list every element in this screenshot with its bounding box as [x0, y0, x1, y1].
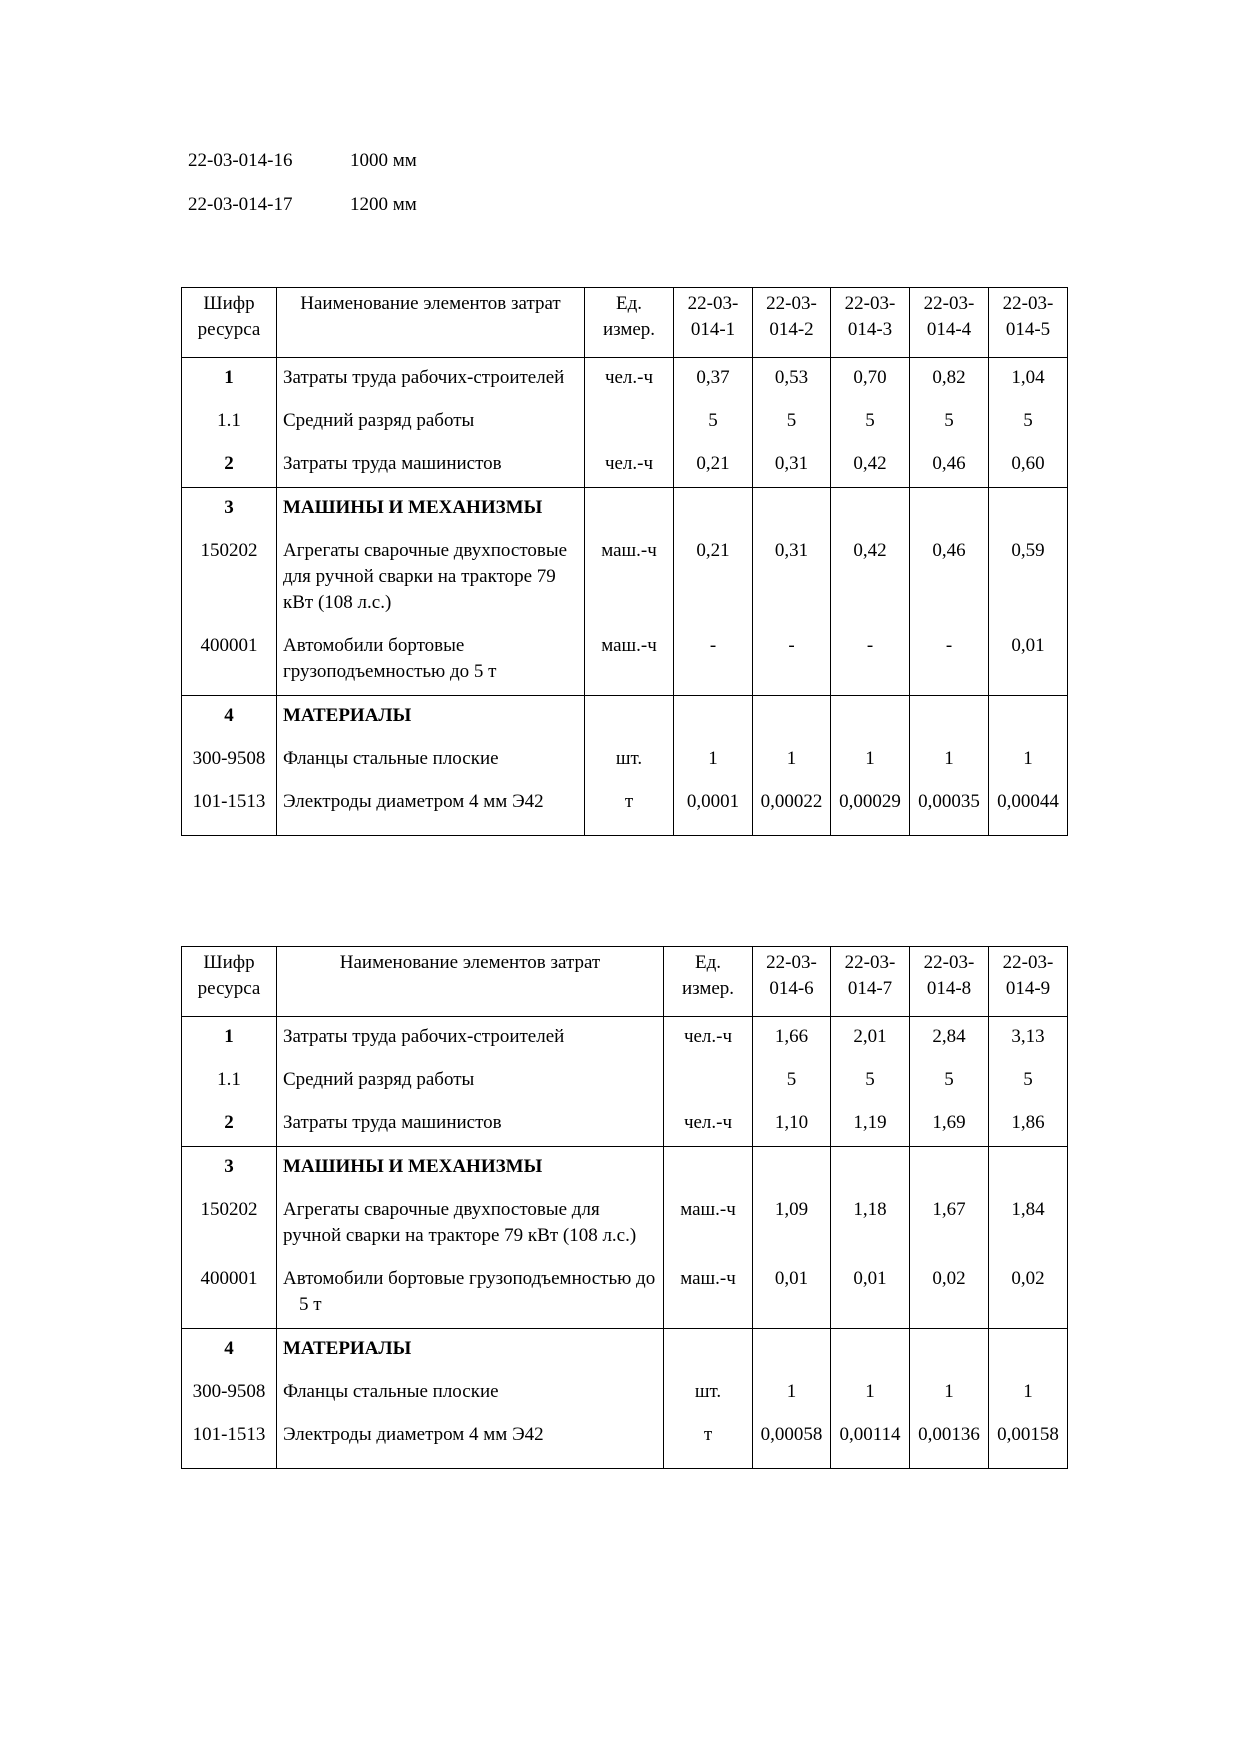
header-norm-code: 22-03-014-4	[910, 288, 989, 358]
value-cell: 0,31	[753, 444, 831, 488]
value-cell	[831, 1329, 910, 1373]
header-norm-code: 22-03-014-3	[831, 288, 910, 358]
value-cell	[753, 488, 831, 532]
value-cell: 1	[753, 739, 831, 782]
value-cell: 0,02	[989, 1259, 1068, 1329]
intro-desc: 1200 мм	[350, 194, 417, 215]
value-cell: 1	[910, 739, 989, 782]
header-norm-code: 22-03-014-6	[753, 947, 831, 1017]
resource-table-1	[181, 287, 1068, 836]
value-cell: 1	[753, 1372, 831, 1415]
table-row	[182, 696, 1068, 740]
cost-element-name: Затраты труда рабочих-строителей	[277, 358, 585, 402]
cost-element-name: Электроды диаметром 4 мм Э42	[277, 1415, 664, 1469]
table-row	[182, 1415, 1068, 1469]
resource-table-2	[181, 946, 1068, 1469]
cost-element-name: Затраты труда рабочих-строителей	[277, 1017, 664, 1061]
value-cell: 0,42	[831, 444, 910, 488]
unit-cell: маш.-ч	[664, 1190, 753, 1259]
unit-cell: шт.	[664, 1372, 753, 1415]
unit-cell	[664, 1060, 753, 1103]
value-cell: 0,70	[831, 358, 910, 402]
value-cell: 0,60	[989, 444, 1068, 488]
intro-line	[188, 148, 417, 192]
value-cell: 0,42	[831, 531, 910, 626]
value-cell: 1,04	[989, 358, 1068, 402]
table-row	[182, 1017, 1068, 1061]
value-cell	[910, 1329, 989, 1373]
header-norm-code: 22-03-014-2	[753, 288, 831, 358]
table-row	[182, 782, 1068, 836]
value-cell: 5	[753, 1060, 831, 1103]
unit-cell	[585, 488, 674, 532]
value-cell: 0,01	[831, 1259, 910, 1329]
value-cell: 0,00114	[831, 1415, 910, 1469]
resource-code: 300-9508	[182, 1372, 277, 1415]
value-cell: 1	[831, 1372, 910, 1415]
value-cell: 0,46	[910, 444, 989, 488]
value-cell: 5	[910, 401, 989, 444]
value-cell: 5	[989, 1060, 1068, 1103]
value-cell: 1,69	[910, 1103, 989, 1147]
value-cell: 0,00136	[910, 1415, 989, 1469]
header-name: Наименование элементов затрат	[277, 288, 585, 358]
resource-code: 2	[182, 1103, 277, 1147]
cost-element-name: Средний разряд работы	[277, 1060, 664, 1103]
table-row	[182, 626, 1068, 696]
unit-cell	[585, 696, 674, 740]
value-cell	[910, 488, 989, 532]
table-row	[182, 358, 1068, 402]
cost-element-name: Автомобили бортовые грузоподъемностью до 5 т	[277, 1259, 664, 1329]
cost-element-name: Средний разряд работы	[277, 401, 585, 444]
value-cell: 1,19	[831, 1103, 910, 1147]
value-cell: 2,84	[910, 1017, 989, 1061]
value-cell	[910, 1147, 989, 1191]
resource-code: 3	[182, 1147, 277, 1191]
value-cell: 0,00044	[989, 782, 1068, 836]
intro-code: 22-03-014-16	[188, 150, 293, 171]
value-cell: 1	[674, 739, 753, 782]
value-cell: 1	[910, 1372, 989, 1415]
table-row	[182, 739, 1068, 782]
resource-code: 150202	[182, 1190, 277, 1259]
unit-cell: т	[585, 782, 674, 836]
intro-code: 22-03-014-17	[188, 194, 293, 215]
header-norm-code: 22-03-014-5	[989, 288, 1068, 358]
table-row	[182, 488, 1068, 532]
unit-cell: т	[664, 1415, 753, 1469]
value-cell: -	[753, 626, 831, 696]
value-cell: 1,66	[753, 1017, 831, 1061]
value-cell: 0,02	[910, 1259, 989, 1329]
unit-cell	[585, 401, 674, 444]
value-cell: 5	[831, 1060, 910, 1103]
resource-code: 400001	[182, 626, 277, 696]
cost-element-name: Электроды диаметром 4 мм Э42	[277, 782, 585, 836]
value-cell	[989, 696, 1068, 740]
cost-element-name: Затраты труда машинистов	[277, 444, 585, 488]
value-cell: 5	[831, 401, 910, 444]
value-cell: 5	[910, 1060, 989, 1103]
resource-code: 400001	[182, 1259, 277, 1329]
header-unit: Ед. измер.	[585, 288, 674, 358]
resource-code: 4	[182, 1329, 277, 1373]
value-cell: 3,13	[989, 1017, 1068, 1061]
header-norm-code: 22-03-014-7	[831, 947, 910, 1017]
table-row	[182, 444, 1068, 488]
table-row	[182, 1372, 1068, 1415]
value-cell: 1	[989, 1372, 1068, 1415]
value-cell	[753, 696, 831, 740]
value-cell: 1	[831, 739, 910, 782]
value-cell	[831, 696, 910, 740]
value-cell: 0,46	[910, 531, 989, 626]
resource-code: 1	[182, 358, 277, 402]
header-norm-code: 22-03-014-1	[674, 288, 753, 358]
cost-element-name: МАТЕРИАЛЫ	[277, 1329, 664, 1373]
unit-cell	[664, 1329, 753, 1373]
resource-code: 1	[182, 1017, 277, 1061]
unit-cell	[664, 1147, 753, 1191]
value-cell: 2,01	[831, 1017, 910, 1061]
value-cell: 1,10	[753, 1103, 831, 1147]
value-cell: 1,09	[753, 1190, 831, 1259]
value-cell: 0,00058	[753, 1415, 831, 1469]
value-cell: 0,82	[910, 358, 989, 402]
unit-cell: чел.-ч	[664, 1103, 753, 1147]
value-cell: -	[910, 626, 989, 696]
resource-code: 101-1513	[182, 782, 277, 836]
table-row	[182, 1060, 1068, 1103]
value-cell: 0,37	[674, 358, 753, 402]
table-row	[182, 1190, 1068, 1259]
value-cell: 0,00029	[831, 782, 910, 836]
resource-code: 3	[182, 488, 277, 532]
resource-code: 150202	[182, 531, 277, 626]
resource-code: 4	[182, 696, 277, 740]
cost-element-name: МАШИНЫ И МЕХАНИЗМЫ	[277, 488, 585, 532]
cost-element-name: МАТЕРИАЛЫ	[277, 696, 585, 740]
value-cell: 5	[989, 401, 1068, 444]
table-row	[182, 1329, 1068, 1373]
header-norm-code: 22-03-014-8	[910, 947, 989, 1017]
intro-desc: 1000 мм	[350, 150, 417, 171]
header-unit: Ед. измер.	[664, 947, 753, 1017]
intro-line	[188, 192, 417, 236]
value-cell: 0,00035	[910, 782, 989, 836]
value-cell	[753, 1329, 831, 1373]
unit-cell: маш.-ч	[585, 626, 674, 696]
table-row	[182, 1259, 1068, 1329]
unit-cell: чел.-ч	[585, 358, 674, 402]
intro-list	[188, 148, 417, 236]
header-norm-code: 22-03-014-9	[989, 947, 1068, 1017]
value-cell: 0,53	[753, 358, 831, 402]
unit-cell: маш.-ч	[664, 1259, 753, 1329]
value-cell: 0,01	[753, 1259, 831, 1329]
value-cell: 0,59	[989, 531, 1068, 626]
resource-code: 300-9508	[182, 739, 277, 782]
cost-element-name: МАШИНЫ И МЕХАНИЗМЫ	[277, 1147, 664, 1191]
header-code: Шифр ресурса	[182, 947, 277, 1017]
value-cell: 0,31	[753, 531, 831, 626]
value-cell: 0,00158	[989, 1415, 1068, 1469]
value-cell: 0,21	[674, 444, 753, 488]
value-cell: 0,01	[989, 626, 1068, 696]
table-header-row	[182, 947, 1068, 1017]
table-header-row	[182, 288, 1068, 358]
unit-cell: маш.-ч	[585, 531, 674, 626]
table-row	[182, 531, 1068, 626]
value-cell	[674, 696, 753, 740]
table-row	[182, 1103, 1068, 1147]
value-cell	[989, 1147, 1068, 1191]
table-row	[182, 401, 1068, 444]
resource-code: 1.1	[182, 401, 277, 444]
value-cell: 1,67	[910, 1190, 989, 1259]
value-cell	[674, 488, 753, 532]
header-name: Наименование элементов затрат	[277, 947, 664, 1017]
value-cell: 1,86	[989, 1103, 1068, 1147]
value-cell: 0,0001	[674, 782, 753, 836]
value-cell	[753, 1147, 831, 1191]
value-cell: 0,21	[674, 531, 753, 626]
value-cell	[831, 1147, 910, 1191]
resource-code: 2	[182, 444, 277, 488]
unit-cell: чел.-ч	[585, 444, 674, 488]
value-cell: 1,18	[831, 1190, 910, 1259]
value-cell: 1	[989, 739, 1068, 782]
value-cell: -	[674, 626, 753, 696]
value-cell: 0,00022	[753, 782, 831, 836]
table-row	[182, 1147, 1068, 1191]
cost-element-name: Затраты труда машинистов	[277, 1103, 664, 1147]
value-cell: 1,84	[989, 1190, 1068, 1259]
value-cell	[989, 1329, 1068, 1373]
value-cell: 5	[753, 401, 831, 444]
unit-cell: чел.-ч	[664, 1017, 753, 1061]
value-cell: -	[831, 626, 910, 696]
value-cell: 5	[674, 401, 753, 444]
cost-element-name: Автомобили бортовые грузоподъемностью до 5 т	[277, 626, 585, 696]
cost-element-name: Фланцы стальные плоские	[277, 739, 585, 782]
resource-code: 1.1	[182, 1060, 277, 1103]
value-cell	[831, 488, 910, 532]
value-cell	[989, 488, 1068, 532]
cost-element-name: Агрегаты сварочные двухпостовые для ручной сварки на тракторе 79 кВт (108 л.с.)	[277, 1190, 664, 1259]
unit-cell: шт.	[585, 739, 674, 782]
cost-element-name: Агрегаты сварочные двухпостовые для ручной сварки на тракторе 79 кВт (108 л.с.)	[277, 531, 585, 626]
resource-code: 101-1513	[182, 1415, 277, 1469]
header-code: Шифр ресурса	[182, 288, 277, 358]
cost-element-name: Фланцы стальные плоские	[277, 1372, 664, 1415]
value-cell	[910, 696, 989, 740]
